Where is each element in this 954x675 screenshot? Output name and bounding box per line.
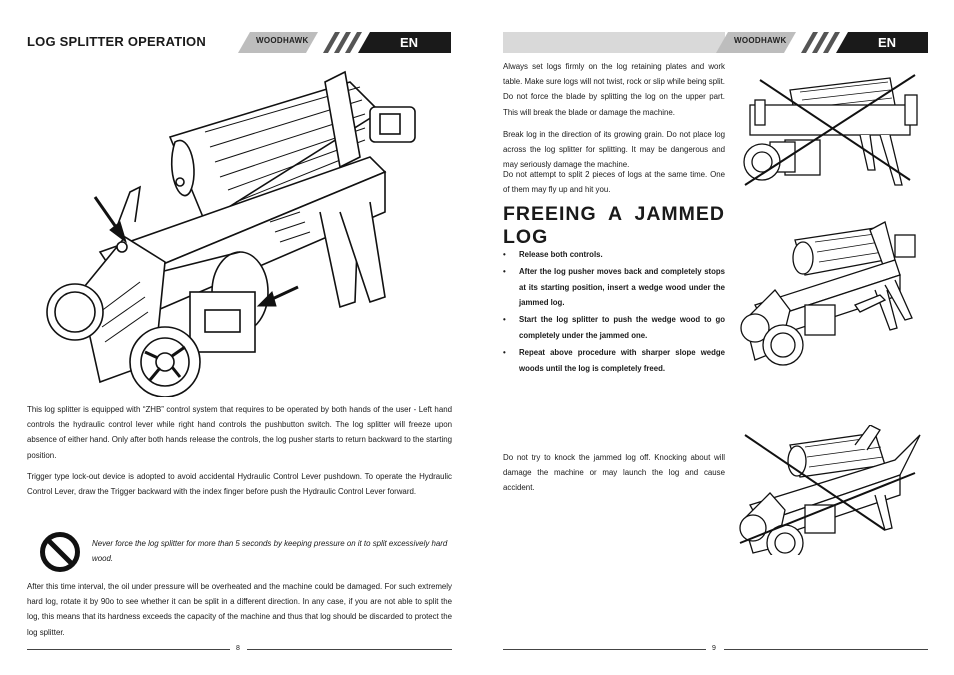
footer-rule-left-a [27, 649, 230, 650]
overpressure-warning: Never force the log splitter for more than 5 seconds by keeping pressure on it to split excessively hard wood. [92, 539, 448, 564]
two-logs-paragraph: Do not attempt to split 2 pieces of logs at the same time. One of them may fly up and hit you. [503, 170, 725, 195]
header-grey-bar [503, 32, 725, 53]
lang-badge: EN [388, 32, 451, 53]
trigger-lockout-paragraph: Trigger type lock-out device is adopted to avoid accidental Hydraulic Control Lever pushdown. To operate the Hydraulic Control Lever, draw the Trigger backward with the index finger before push the Hydraulic Control Lever forward. [27, 472, 452, 497]
jammed-log-steps [503, 247, 725, 377]
knocking-paragraph: Do not try to knock the jammed log off. Knocking about will damage the machine or may launch the log and cause accident. [503, 453, 725, 493]
page-number-right: 9 [712, 645, 716, 652]
section-heading-line2: LOG [503, 226, 549, 248]
section-title: LOG SPLITTER OPERATION [27, 34, 206, 49]
page-number-left: 8 [236, 645, 240, 652]
list-item: • After the log pusher moves back and completely stops at its starting position, insert a wedge wood under the jammed log. [503, 266, 725, 308]
list-item: • Start the log splitter to push the wedge wood to go completely under the jammed one. [503, 315, 725, 340]
wedge-wood-illustration [735, 220, 920, 375]
list-item: • Repeat above procedure with sharper slope wedge woods until the log is completely freed. [503, 347, 725, 373]
footer-rule-right-b [724, 649, 928, 650]
lang-badge-right: EN [866, 32, 928, 53]
woodhawk-logo: WOODHAWK [256, 36, 309, 45]
hard-log-paragraph: After this time interval, the oil under pressure will be overheated and the machine could be damaged. For such extremely hard log, rotate it by 90o to see whether it can be split in a different direction. In any case, if you are not able to split the log, this means that its hardness exceeds the capacity of the machine and thus that log should be discarded to protect the log splitter. [27, 582, 452, 637]
log-splitter-illustration [40, 62, 450, 397]
crossed-out-knocking-illustration [735, 425, 925, 555]
footer-rule-left-b [247, 649, 452, 650]
footer-rule-right-a [503, 649, 706, 650]
crossed-out-log-illustration [740, 60, 920, 190]
retaining-plates-paragraph: Always set logs firmly on the log retaining plates and work table. Make sure logs will not twist, rock or slip while being split. Do not force the blade by splitting the log on the upper part. This will break the blade or damage the machine. [503, 62, 725, 117]
zhb-control-paragraph: This log splitter is equipped with “ZHB” control system that requires to be operated by both hands of the user - Left hand controls the hydraulic control lever while right hand controls the pushbutton switch. The log splitter will freeze upon absence of either hand. Only after both hands release the controls, the log pusher starts to return backward to the starting position. [27, 405, 452, 460]
prohibition-icon [39, 531, 81, 573]
grain-direction-paragraph: Break log in the direction of its growing grain. Do not place log across the log splitter for splitting. It may be dangerous and may seriously damage the machine. [503, 130, 725, 170]
section-heading: FREEING A JAMMED [503, 203, 725, 225]
list-item: • Release both controls. [503, 250, 603, 259]
woodhawk-logo-right: WOODHAWK [734, 36, 787, 45]
